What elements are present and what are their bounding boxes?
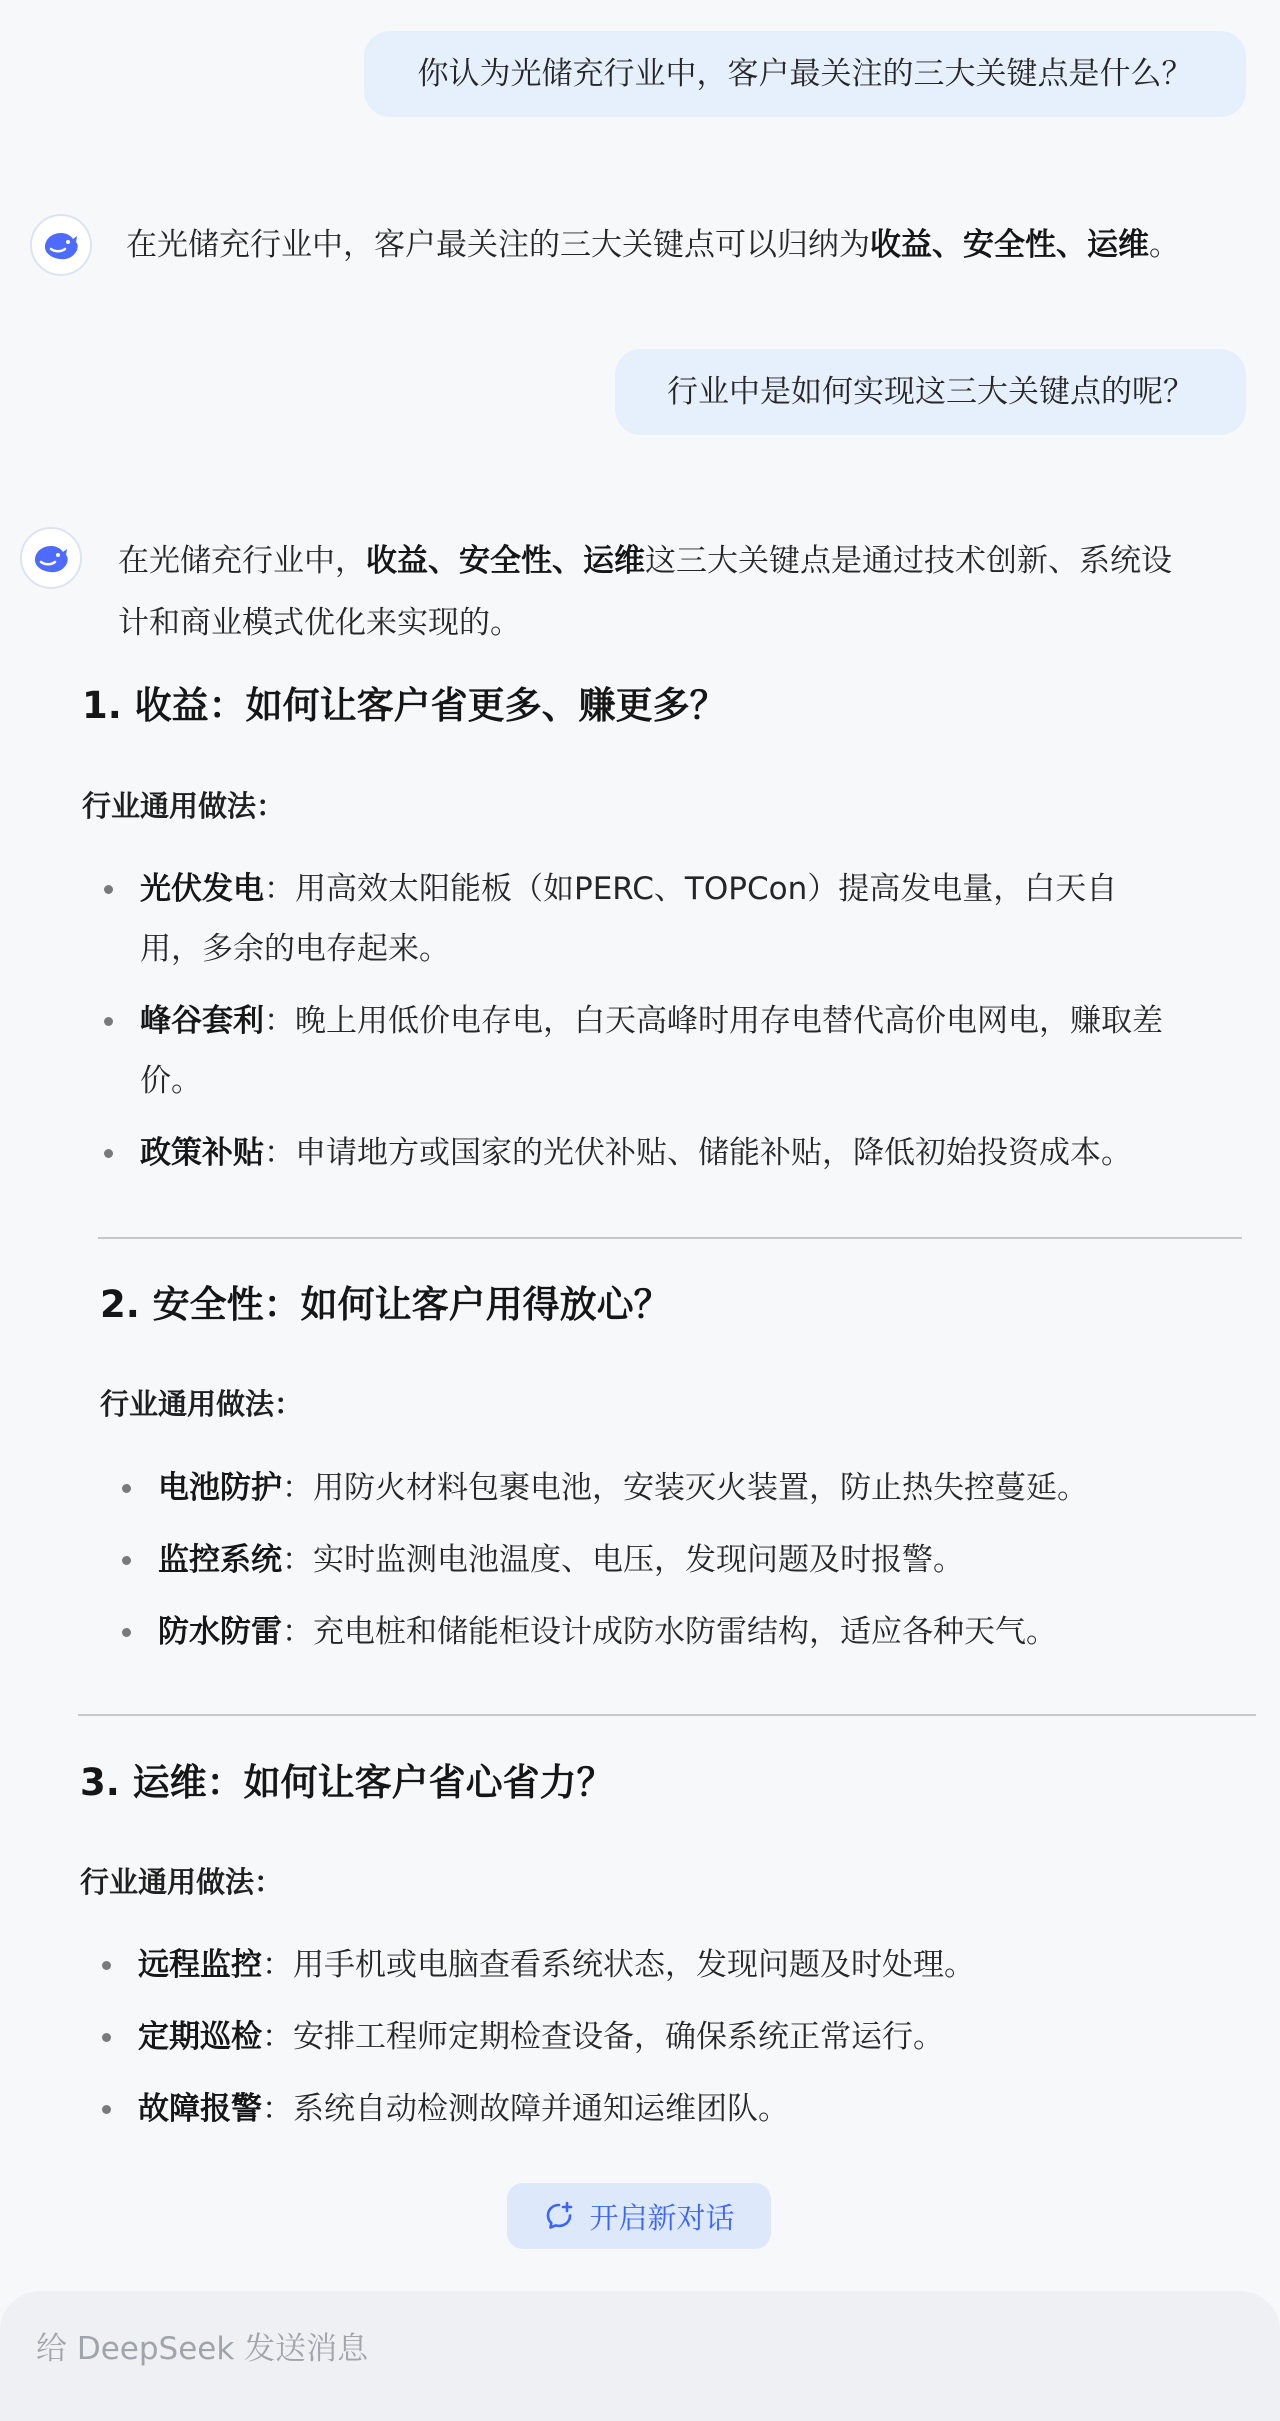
assistant-avatar <box>30 214 92 276</box>
assistant-text: 在光储充行业中，客户最关注的三大关键点可以归纳为 <box>126 227 870 263</box>
new-chat-label: 开启新对话 <box>589 2200 735 2235</box>
section-list <box>118 1458 1228 1662</box>
intro-text: 在光储充行业中， <box>118 543 366 579</box>
list-item <box>98 1935 1208 1995</box>
assistant-intro-line2 <box>118 592 521 654</box>
item-text: ：系统自动检测故障并通知运维团队。 <box>262 2091 789 2127</box>
intro-bold-text: 收益、安全性、运维 <box>366 543 645 579</box>
section-subtitle: 行业通用做法： <box>82 789 286 823</box>
item-text: ：用防火材料包裹电池，安装灭火装置，防止热失控蔓延。 <box>282 1470 1088 1506</box>
section-list <box>98 1935 1208 2139</box>
assistant-message <box>126 214 1180 276</box>
item-text: ：用高效太阳能板（如PERC、TOPCon）提高发电量，白天自 <box>264 871 1118 907</box>
item-term: 政策补贴 <box>140 1135 264 1171</box>
deepseek-whale-icon <box>41 225 81 265</box>
new-chat-icon <box>543 2200 575 2232</box>
assistant-bold-text: 收益、安全性、运维 <box>870 227 1149 263</box>
section-subtitle: 行业通用做法： <box>80 1865 284 1899</box>
item-term: 光伏发电 <box>140 871 264 907</box>
new-chat-button[interactable] <box>507 2183 771 2249</box>
section-revenue <box>82 681 1163 1171</box>
item-text: ：充电桩和储能柜设计成防水防雷结构，适应各种天气。 <box>282 1614 1057 1650</box>
section-maintenance <box>80 1758 975 2127</box>
item-text: ：用手机或电脑查看系统状态，发现问题及时处理。 <box>262 1947 975 1983</box>
user-message-text: 你认为光储充行业中，客户最关注的三大关键点是什么？ <box>417 56 1193 92</box>
user-message-text: 行业中是如何实现这三大关键点的呢？ <box>667 374 1194 410</box>
section-divider <box>98 1237 1242 1239</box>
item-term: 远程监控 <box>138 1947 262 1983</box>
item-term: 防水防雷 <box>158 1614 282 1650</box>
list-item <box>118 1458 1228 1518</box>
section-divider <box>78 1714 1256 1716</box>
list-item <box>118 1602 1228 1662</box>
deepseek-whale-icon <box>31 538 71 578</box>
item-text-cont: 用，多余的电存起来。 <box>140 931 450 967</box>
list-item <box>100 859 1210 979</box>
item-term: 电池防护 <box>158 1470 282 1506</box>
user-message <box>364 31 1246 117</box>
item-term: 故障报警 <box>138 2091 262 2127</box>
user-message <box>615 349 1246 435</box>
list-item <box>100 1123 1210 1183</box>
section-title: 3. 运维：如何让客户省心省力？ <box>80 1761 614 1804</box>
item-term: 峰谷套利 <box>140 1003 264 1039</box>
item-term: 监控系统 <box>158 1542 282 1578</box>
section-list <box>100 859 1210 1183</box>
item-text: ：申请地方或国家的光伏补贴、储能补贴，降低初始投资成本。 <box>264 1135 1132 1171</box>
message-composer[interactable] <box>0 2291 1280 2421</box>
intro-text-line2: 计和商业模式优化来实现的。 <box>118 605 521 641</box>
item-text: ：晚上用低价电存电，白天高峰时用存电替代高价电网电，赚取差 <box>264 1003 1163 1039</box>
section-safety <box>100 1280 1088 1650</box>
list-item <box>118 1530 1228 1590</box>
item-text: ：实时监测电池温度、电压，发现问题及时报警。 <box>282 1542 964 1578</box>
assistant-text-end: 。 <box>1149 227 1180 263</box>
list-item <box>98 2007 1208 2067</box>
intro-text-cont: 这三大关键点是通过技术创新、系统设 <box>645 543 1172 579</box>
section-title: 2. 安全性：如何让客户用得放心？ <box>100 1283 671 1326</box>
list-item <box>98 2079 1208 2139</box>
item-term: 定期巡检 <box>138 2019 262 2055</box>
item-text: ：安排工程师定期检查设备，确保系统正常运行。 <box>262 2019 944 2055</box>
section-title: 1. 收益：如何让客户省更多、赚更多？ <box>82 684 727 727</box>
assistant-avatar <box>20 527 82 589</box>
list-item <box>100 991 1210 1111</box>
assistant-intro-line1 <box>118 530 1172 592</box>
item-text-cont: 价。 <box>140 1063 202 1099</box>
section-subtitle: 行业通用做法： <box>100 1387 304 1421</box>
composer-placeholder[interactable]: 给 DeepSeek 发送消息 <box>36 2331 369 2367</box>
